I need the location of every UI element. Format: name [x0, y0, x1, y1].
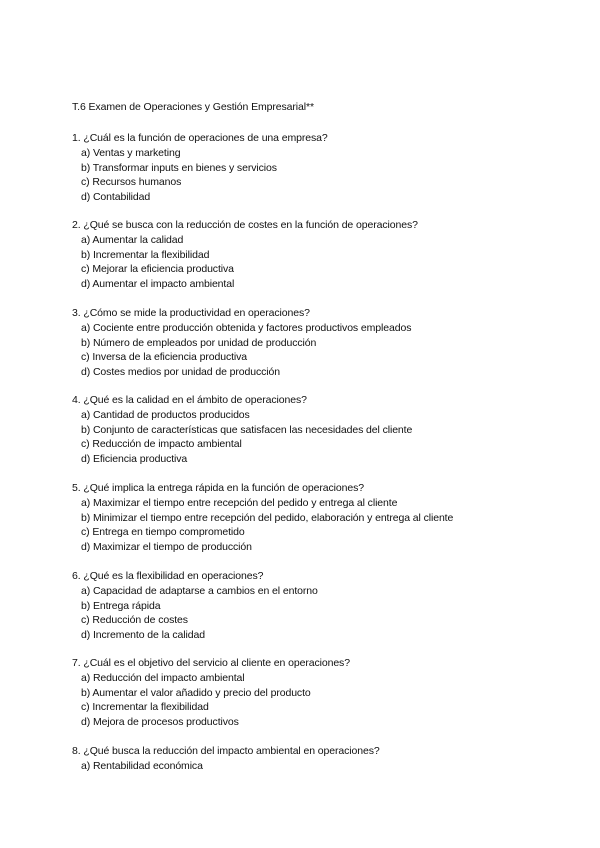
- answer-option: b) Incrementar la flexibilidad: [81, 248, 210, 261]
- answer-option: a) Maximizar el tiempo entre recepción del pedido y entrega al cliente: [81, 497, 398, 509]
- answer-option: b) Entrega rápida: [81, 599, 161, 612]
- question-text: 5. ¿Qué implica la entrega rápida en la función de operaciones?: [72, 482, 364, 494]
- answer-option: b) Conjunto de características que satisfacen las necesidades del cliente: [81, 423, 413, 436]
- answer-options: [72, 671, 592, 729]
- answer-options: [72, 233, 592, 291]
- answer-option: d) Aumentar el impacto ambiental: [81, 277, 235, 290]
- answer-option: b) Minimizar el tiempo entre recepción del pedido, elaboración y entrega al cliente: [81, 511, 454, 524]
- answer-option: a) Aumentar la calidad: [81, 234, 184, 246]
- question-text: 3. ¿Cómo se mide la productividad en operaciones?: [72, 307, 310, 319]
- answer-option: a) Reducción del impacto ambiental: [81, 672, 245, 684]
- question-7: [72, 656, 592, 729]
- answer-options: [72, 321, 592, 379]
- question-8: [72, 744, 592, 774]
- answer-option: a) Ventas y marketing: [81, 147, 181, 159]
- answer-option: c) Reducción de costes: [81, 614, 188, 627]
- answer-option: b) Transformar inputs en bienes y servicios: [81, 161, 277, 174]
- question-text: 8. ¿Qué busca la reducción del impacto ambiental en operaciones?: [72, 745, 380, 757]
- question-text: 4. ¿Qué es la calidad en el ámbito de operaciones?: [72, 394, 307, 406]
- question-text: 1. ¿Cuál es la función de operaciones de una empresa?: [72, 132, 328, 144]
- answer-option: c) Incrementar la flexibilidad: [81, 701, 209, 714]
- question-3: [72, 306, 592, 379]
- question-text: 6. ¿Qué es la flexibilidad en operaciones?: [72, 570, 264, 582]
- answer-option: d) Eficiencia productiva: [81, 452, 188, 465]
- question-text: 2. ¿Qué se busca con la reducción de costes en la función de operaciones?: [72, 219, 418, 231]
- answer-option: a) Rentabilidad económica: [81, 760, 203, 772]
- document-title: T.6 Examen de Operaciones y Gestión Empresarial**: [72, 101, 314, 113]
- answer-option: c) Mejorar la eficiencia productiva: [81, 263, 234, 276]
- answer-options: [72, 759, 592, 774]
- answer-option: c) Recursos humanos: [81, 176, 182, 189]
- answer-option: a) Cantidad de productos producidos: [81, 409, 250, 421]
- question-6: [72, 569, 592, 642]
- question-4: [72, 393, 592, 466]
- answer-options: [72, 408, 592, 466]
- question-5: [72, 481, 592, 554]
- question-1: [72, 131, 592, 204]
- answer-option: d) Mejora de procesos productivos: [81, 715, 239, 728]
- answer-option: d) Contabilidad: [81, 190, 151, 203]
- answer-options: [72, 584, 592, 642]
- answer-options: [72, 146, 592, 204]
- question-text: 7. ¿Cuál es el objetivo del servicio al cliente en operaciones?: [72, 657, 350, 669]
- answer-option: c) Inversa de la eficiencia productiva: [81, 351, 248, 364]
- answer-option: a) Capacidad de adaptarse a cambios en el entorno: [81, 585, 318, 597]
- answer-option: c) Entrega en tiempo comprometido: [81, 526, 245, 539]
- answer-options: [72, 496, 592, 554]
- answer-option: b) Número de empleados por unidad de producción: [81, 336, 317, 349]
- answer-option: d) Costes medios por unidad de producción: [81, 365, 281, 378]
- question-2: [72, 218, 592, 291]
- answer-option: c) Reducción de impacto ambiental: [81, 438, 242, 451]
- answer-option: a) Cociente entre producción obtenida y factores productivos empleados: [81, 322, 412, 334]
- answer-option: b) Aumentar el valor añadido y precio del producto: [81, 686, 311, 699]
- answer-option: d) Incremento de la calidad: [81, 628, 205, 641]
- answer-option: d) Maximizar el tiempo de producción: [81, 540, 252, 553]
